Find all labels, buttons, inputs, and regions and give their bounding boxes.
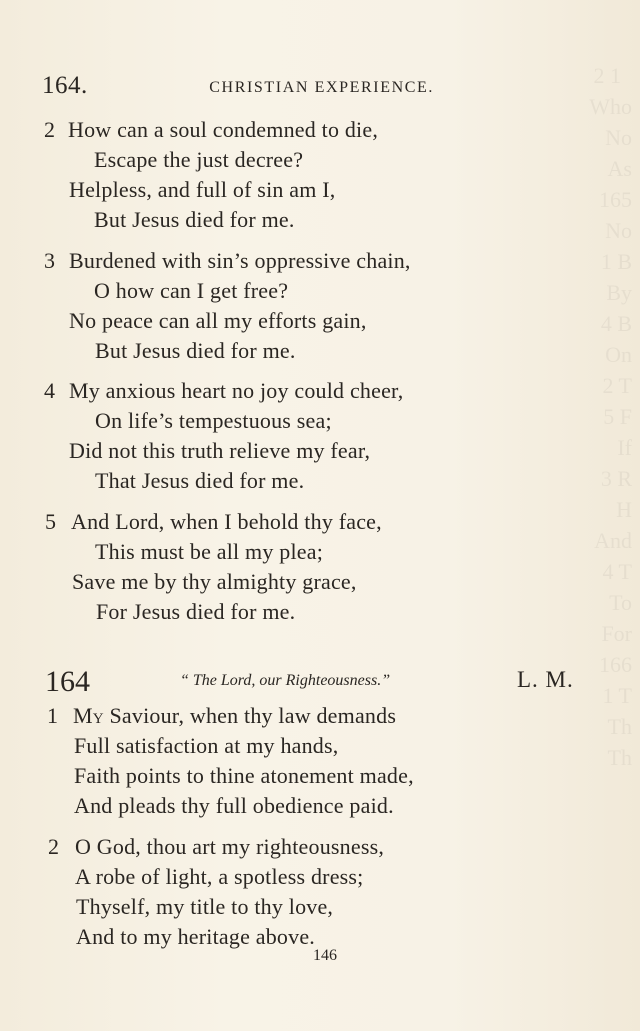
hymn-title: “ The Lord, our Righteousness.” — [180, 672, 391, 689]
verse-line: But Jesus died for me. — [94, 207, 295, 232]
verse-number: 1 — [47, 703, 58, 728]
verse-number: 4 — [44, 378, 55, 403]
verse-line: And Lord, when I behold thy face, — [71, 509, 382, 534]
verse-number: 5 — [45, 509, 56, 534]
verse-number: 2 — [48, 834, 59, 859]
verse-line: Full satisfaction at my hands, — [74, 733, 339, 758]
folio-number: 146 — [313, 947, 337, 964]
verse-line — [73, 703, 396, 729]
verse-line: My anxious heart no joy could cheer, — [69, 378, 404, 403]
page-number: 164. — [42, 72, 88, 99]
verse-line: Escape the just decree? — [94, 147, 304, 172]
verse-line: Thyself, my title to thy love, — [76, 894, 334, 919]
verse-line: For Jesus died for me. — [96, 599, 296, 624]
verse-line: Faith points to thine atonement made, — [74, 763, 414, 788]
verse-number: 3 — [44, 248, 55, 273]
hymn-meter: L. M. — [517, 667, 574, 692]
verse-line: That Jesus died for me. — [95, 468, 305, 493]
verse-line: Helpless, and full of sin am I, — [69, 177, 336, 202]
show-through-text: 2 1 Who No As 165 No 1 B By 4 B On 2 T 5 F If 3 R H And 4 T To For 166 1 T Th Th — [589, 63, 632, 770]
verse-line: No peace can all my efforts gain, — [69, 308, 367, 333]
verse-line: How can a soul condemned to die, — [68, 117, 379, 142]
verse-line: O God, thou art my righteousness, — [75, 834, 385, 859]
verse-line: Burdened with sin’s oppressive chain, — [69, 248, 411, 273]
verse-line: O how can I get free? — [94, 278, 289, 303]
verse-line-rest: Saviour, when thy law demands — [109, 703, 397, 728]
verse-line: On life’s tempestuous sea; — [95, 408, 332, 433]
verse-line: But Jesus died for me. — [95, 338, 296, 363]
hymn-number: 164 — [45, 665, 90, 698]
verse-line: A robe of light, a spotless dress; — [75, 864, 364, 889]
verse-line: And pleads thy full obedience paid. — [74, 793, 394, 818]
verse-number: 2 — [44, 117, 55, 142]
verse-line: This must be all my plea; — [95, 539, 324, 564]
page-header — [42, 70, 434, 104]
verse-line: And to my heritage above. — [76, 924, 315, 949]
verse-line: Save me by thy almighty grace, — [72, 569, 357, 594]
running-title: CHRISTIAN EXPERIENCE. — [209, 79, 434, 96]
verse-line: Did not this truth relieve my fear, — [69, 438, 371, 463]
verse-first-word: My — [73, 703, 104, 728]
